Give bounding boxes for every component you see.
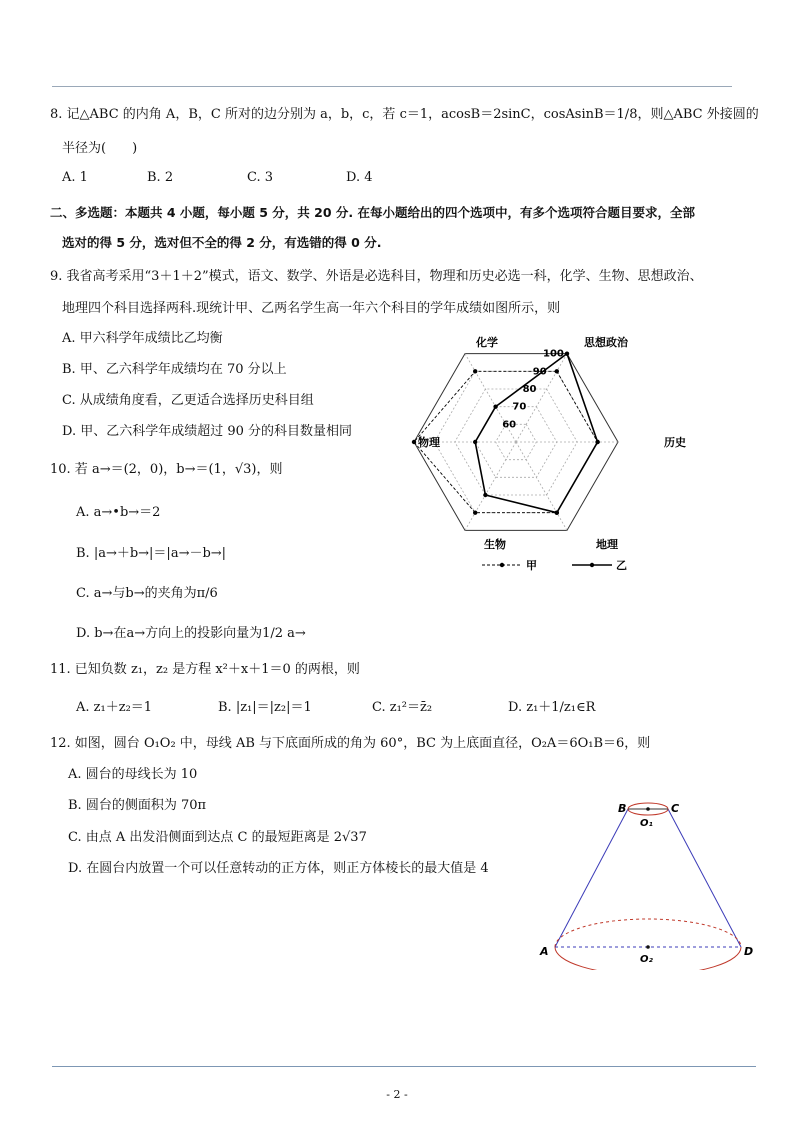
- radar-series-1: [475, 354, 597, 513]
- radar-chart: [410, 328, 700, 578]
- section-heading-line1: 二、多选题：本题共 4 小题，每小题 5 分，共 20 分. 在每小题给出的四个选项中，有多个选项符合题目要求，全部: [50, 205, 696, 220]
- q10-option-b: B. |a→＋b→|＝|a→－b→|: [76, 546, 227, 561]
- q8-option-a: A. 1: [62, 170, 88, 185]
- label-c: C: [671, 802, 680, 815]
- radar-point: [595, 440, 599, 444]
- radar-category-label: 物理: [418, 436, 440, 449]
- radar-grid: [414, 354, 618, 531]
- radar-point: [493, 404, 497, 408]
- q12-option-b: B. 圆台的侧面积为 70π: [68, 798, 207, 813]
- radar-category-label: 思想政治: [584, 336, 628, 349]
- q10-option-a: A. a→•b→＝2: [76, 505, 161, 520]
- q11-option-d: D. z₁＋1/z₁∈R: [508, 700, 596, 715]
- q12-option-d: D. 在圆台内放置一个可以任意转动的正方体，则正方体棱长的最大值是 4: [68, 861, 489, 876]
- radar-point: [473, 510, 477, 514]
- radar-point: [483, 493, 487, 497]
- radar-tick-label: 70: [512, 401, 527, 413]
- q9-option-c: C. 从成绩角度看，乙更适合选择历史科目组: [62, 393, 314, 408]
- frustum-figure: [530, 795, 770, 970]
- radar-point: [565, 351, 569, 355]
- q8-option-d: D. 4: [346, 170, 373, 185]
- q9-option-b: B. 甲、乙六科学年成绩均在 70 分以上: [62, 362, 287, 377]
- legend-label-yi: 乙: [616, 559, 627, 572]
- footer-rule: [52, 1066, 756, 1067]
- generatrix-cd: [668, 809, 741, 947]
- q9-option-a: A. 甲六科学年成绩比乙均衡: [62, 331, 223, 346]
- q10-stem: 10. 若 a→＝(2，0)，b→＝(1，√3)，则: [50, 462, 283, 477]
- point-o2: [646, 945, 650, 949]
- q9-line2: 地理四个科目选择两科.现统计甲、乙两名学生高一年六个科目的学年成绩如图所示，则: [62, 301, 561, 316]
- radar-tick-labels: [502, 349, 564, 431]
- radar-point: [555, 510, 559, 514]
- q11-stem: 11. 已知负数 z₁，z₂ 是方程 x²＋x＋1＝0 的两根，则: [50, 662, 360, 677]
- radar-tick-label: 90: [532, 366, 547, 378]
- label-d: D: [744, 945, 754, 958]
- radar-category-label: 生物: [484, 538, 506, 551]
- radar-category-label: 化学: [476, 336, 498, 349]
- radar-point: [412, 440, 416, 444]
- q9-line1: 9. 我省高考采用“3＋1＋2”模式，语文、数学、外语是必选科目，物理和历史必选一科，化学、生物、思想政治、: [50, 269, 703, 284]
- label-a: A: [540, 945, 549, 958]
- radar-tick-label: 80: [522, 383, 537, 395]
- radar-legend: [482, 559, 627, 572]
- radar-point: [473, 369, 477, 373]
- radar-point: [473, 440, 477, 444]
- radar-point: [555, 369, 559, 373]
- q8-option-c: C. 3: [247, 170, 274, 185]
- legend-marker-yi: [590, 563, 594, 567]
- q12-option-c: C. 由点 A 出发沿侧面到达点 C 的最短距离是 2√37: [68, 830, 367, 845]
- label-o1: O₁: [640, 818, 653, 829]
- q10-option-d: D. b→在a→方向上的投影向量为1/2 a→: [76, 626, 306, 641]
- page-number: - 2 -: [386, 1088, 408, 1101]
- q11-option-b: B. |z₁|＝|z₂|＝1: [218, 700, 312, 715]
- radar-category-label: 历史: [664, 436, 686, 449]
- header-rule: [52, 86, 732, 87]
- generatrix-ab: [555, 809, 628, 947]
- radar-series-0: [414, 371, 598, 512]
- radar-spoke: [465, 442, 516, 530]
- section-heading-line2: 选对的得 5 分，选对但不全的得 2 分，有选错的得 0 分.: [62, 235, 382, 250]
- q11-option-c: C. z₁²＝z̄₂: [372, 700, 433, 715]
- q8-line1: 8. 记△ABC 的内角 A，B，C 所对的边分别为 a，b，c，若 c＝1，acosB＝2sinC，cosAsinB＝1/8，则△ABC 外接圆的: [50, 107, 759, 122]
- legend-marker-jia: [500, 563, 504, 567]
- q8-option-b: B. 2: [147, 170, 174, 185]
- q10-option-c: C. a→与b→的夹角为π/6: [76, 586, 218, 601]
- legend-label-jia: 甲: [526, 559, 537, 572]
- bottom-base-back: [555, 919, 741, 947]
- q9-option-d: D. 甲、乙六科学年成绩超过 90 分的科目数量相同: [62, 424, 353, 439]
- label-b: B: [618, 802, 627, 815]
- radar-spoke: [516, 442, 567, 530]
- point-o1: [646, 807, 650, 811]
- q8-line2: 半径为( ): [62, 141, 138, 156]
- radar-tick-label: 100: [543, 348, 564, 360]
- radar-category-label: 地理: [596, 538, 618, 551]
- radar-series: [412, 348, 600, 514]
- q12-stem: 12. 如图，圆台 O₁O₂ 中，母线 AB 与下底面所成的角为 60°，BC 为上底面直径，O₂A＝6O₁B＝6，则: [50, 736, 651, 751]
- q12-option-a: A. 圆台的母线长为 10: [68, 767, 198, 782]
- label-o2: O₂: [640, 954, 653, 965]
- q11-option-a: A. z₁＋z₂＝1: [76, 700, 153, 715]
- radar-tick-label: 60: [502, 419, 517, 431]
